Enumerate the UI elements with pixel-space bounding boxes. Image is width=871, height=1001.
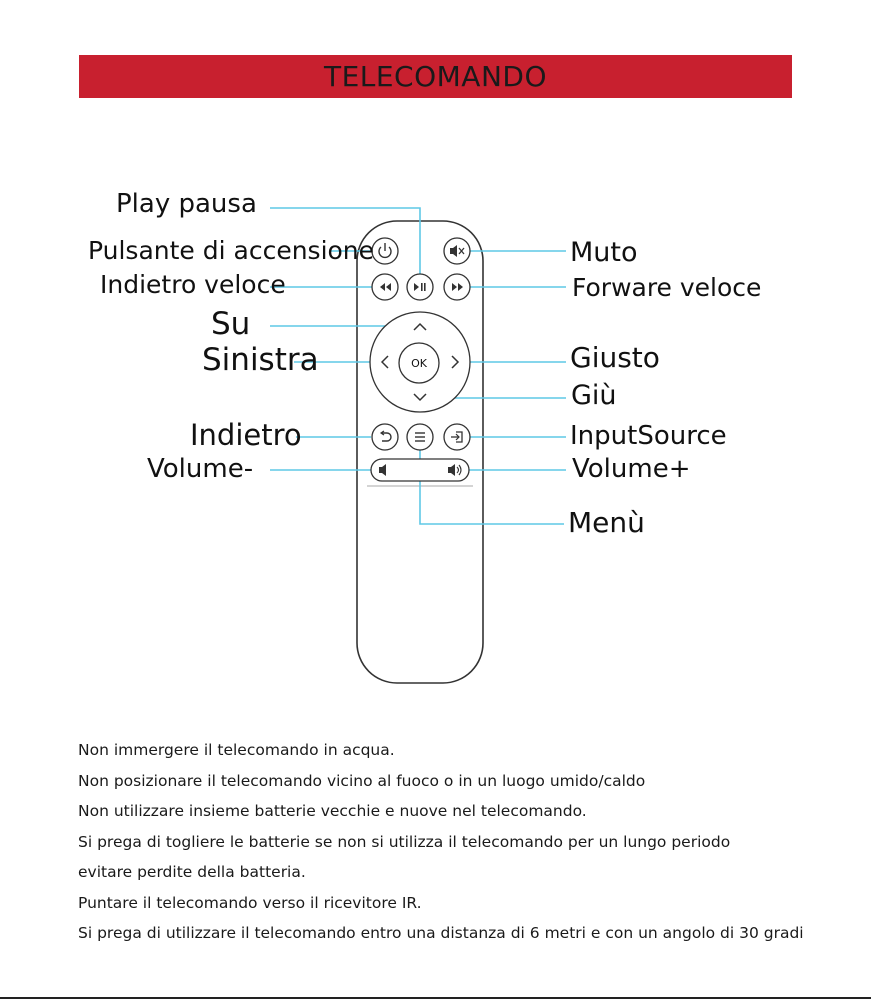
note-line: Non posizionare il telecomando vicino al fuoco o in un luogo umido/caldo [78,771,646,790]
page-title: TELECOMANDO [323,60,548,93]
label-giusto: Giusto [570,341,660,374]
ok-button[interactable] [399,343,439,383]
ok-label: OK [411,357,427,370]
bottom-divider [0,997,871,999]
note-line: Non immergere il telecomando in acqua. [78,741,395,759]
label-indietro: Indietro [190,418,302,452]
mute-button[interactable] [444,238,470,264]
note-line: Puntare il telecomando verso il ricevitore IR. [78,893,422,912]
label-volume-minus: Volume- [147,454,254,484]
note-line: evitare perdite della batteria. [78,863,306,881]
note-line: Si prega di utilizzare il telecomando entro una distanza di 6 metri e con un angolo di 30 gradi [78,924,804,942]
label-muto: Muto [570,237,638,268]
note-line: Non utilizzare insieme batterie vecchie e nuove nel telecomando. [78,802,587,820]
back-button[interactable] [372,424,398,450]
fast-forward-button[interactable] [444,274,470,300]
label-play-pausa: Play pausa [116,189,257,219]
label-accensione: Pulsante di accensione [88,236,375,265]
volume-rocker [371,459,469,481]
play-pause-button[interactable] [407,274,433,300]
note-line: Si prega di togliere le batterie se non si utilizza il telecomando per un lungo periodo [78,832,731,851]
power-button[interactable] [372,238,398,264]
safety-notes [78,735,848,949]
label-input-source: InputSource [570,421,727,451]
label-forward-veloce: Forware veloce [572,273,762,302]
rewind-button[interactable] [372,274,398,300]
label-menu: Menù [568,506,645,539]
label-sinistra: Sinistra [202,342,319,378]
label-su: Su [211,306,251,342]
menu-button[interactable] [407,424,433,450]
input-source-button[interactable] [444,424,470,450]
label-giu: Giù [571,380,617,411]
label-indietro-veloce: Indietro veloce [100,270,286,299]
label-volume-plus: Volume+ [572,454,691,484]
